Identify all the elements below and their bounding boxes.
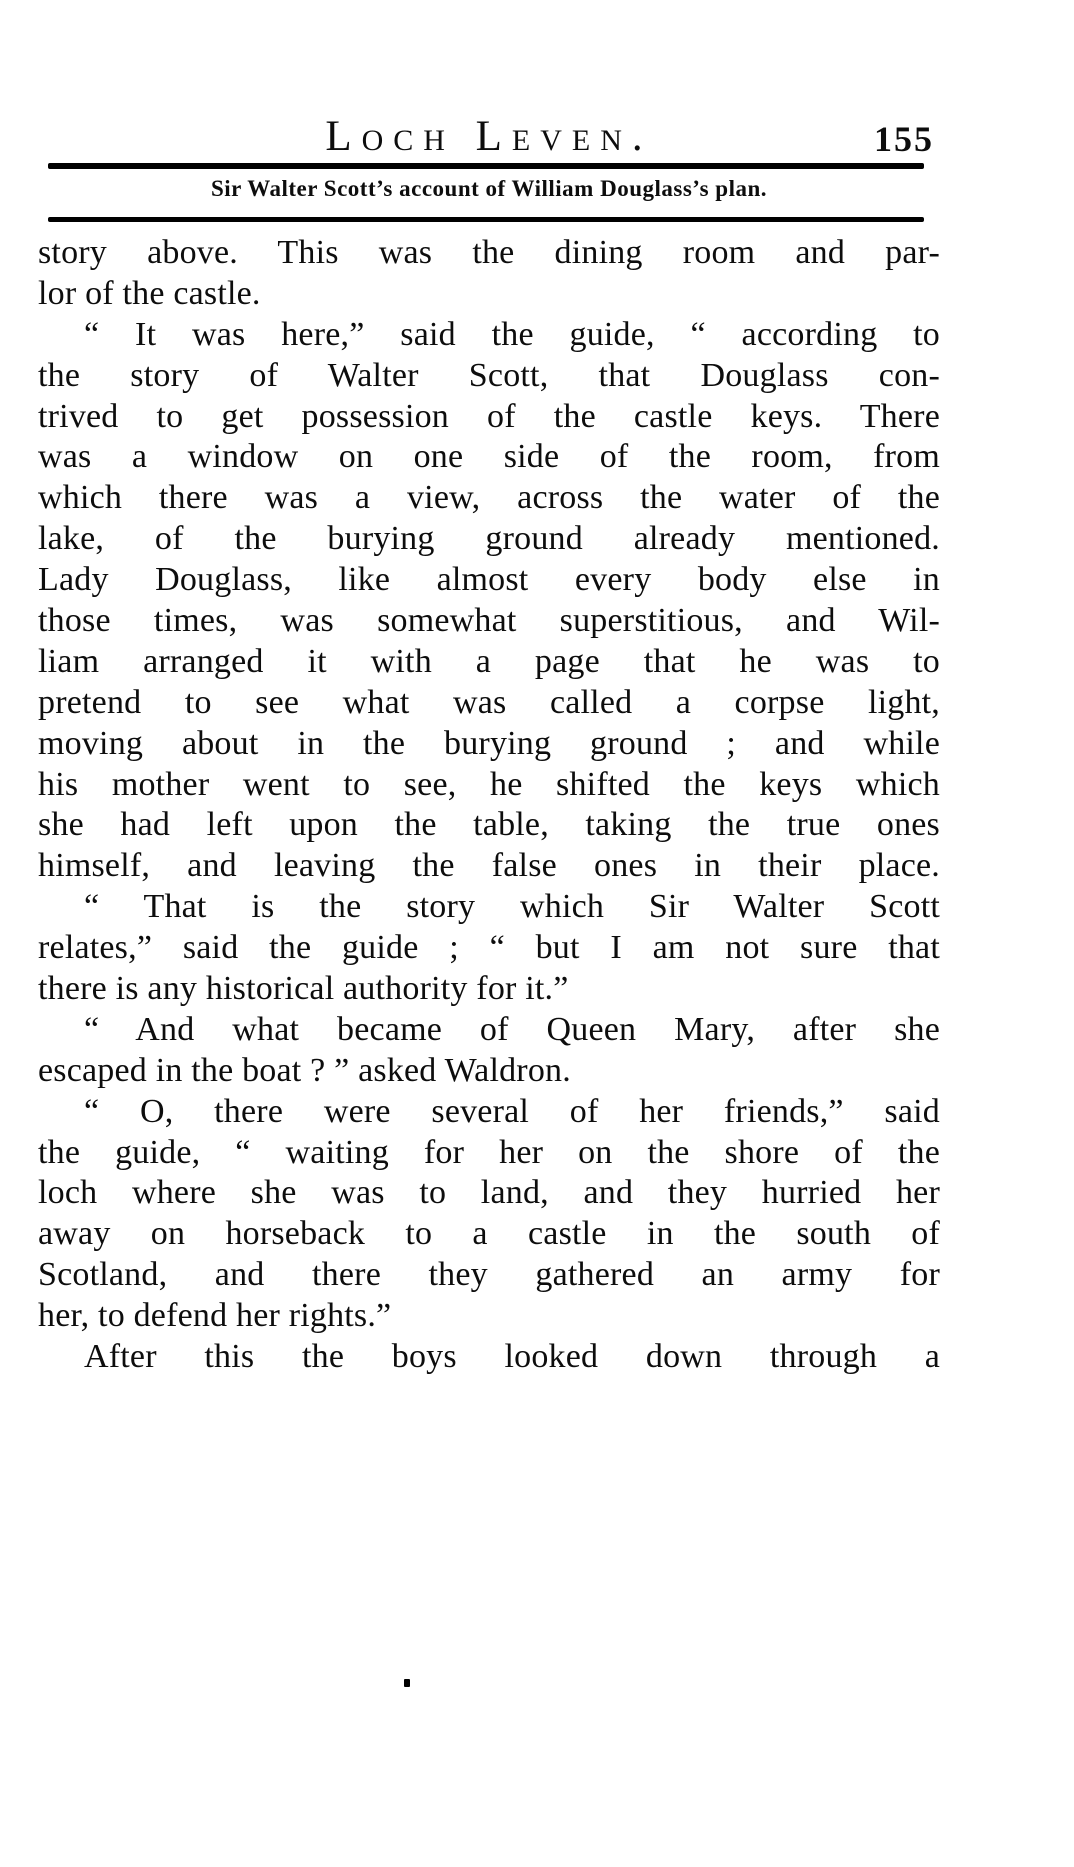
paragraph bbox=[38, 1092, 940, 1337]
paragraph bbox=[38, 887, 940, 1010]
text-line: was a window on one side of the room, from bbox=[38, 438, 940, 476]
text-line: moving about in the burying ground ; and while bbox=[38, 724, 940, 762]
text-line: “ That is the story which Sir Walter Scott bbox=[84, 888, 940, 926]
text-line: she had left upon the table, taking the true ones bbox=[38, 806, 940, 844]
text-line: “ And what became of Queen Mary, after she bbox=[84, 1010, 940, 1048]
text-line: escaped in the boat ? ” asked Waldron. bbox=[38, 1051, 571, 1089]
page-number: 155 bbox=[874, 119, 934, 159]
text-line: lake, of the burying ground already mentioned. bbox=[38, 520, 940, 558]
text-line: away on horseback to a castle in the south of bbox=[38, 1215, 940, 1253]
running-head: Sir Walter Scott’s account of William Douglass’s plan. bbox=[210, 176, 768, 201]
paragraph bbox=[38, 315, 940, 887]
header-rule-top bbox=[48, 163, 924, 169]
text-line: those times, was somewhat superstitious, and Wil- bbox=[38, 602, 940, 640]
text-column bbox=[38, 0, 940, 1867]
text-line: her, to defend her rights.” bbox=[38, 1297, 392, 1335]
paragraph bbox=[38, 233, 940, 315]
body-text bbox=[38, 233, 940, 1378]
paragraph bbox=[38, 1010, 940, 1092]
paragraph bbox=[38, 1337, 940, 1378]
text-line: “ O, there were several of her friends,” said bbox=[84, 1092, 940, 1130]
text-line: story above. This was the dining room and par- bbox=[38, 234, 940, 271]
text-line: After this the boys looked down through a bbox=[84, 1338, 940, 1376]
text-line: his mother went to see, he shifted the keys which bbox=[38, 765, 940, 803]
text-line: there is any historical authority for it.” bbox=[38, 970, 569, 1008]
text-line: relates,” said the guide ; “ but I am not sure that bbox=[38, 929, 940, 967]
text-line: loch where she was to land, and they hurried her bbox=[38, 1174, 940, 1212]
text-line: Scotland, and there they gathered an army for bbox=[38, 1256, 940, 1294]
text-line: himself, and leaving the false ones in their place. bbox=[38, 847, 940, 885]
text-line: liam arranged it with a page that he was to bbox=[38, 642, 940, 680]
header-rule-bottom bbox=[48, 217, 924, 222]
text-line: the guide, “ waiting for her on the shore of the bbox=[38, 1133, 940, 1171]
text-line: which there was a view, across the water of the bbox=[38, 479, 940, 517]
text-line: “ It was here,” said the guide, “ according to bbox=[84, 315, 940, 353]
text-line: trived to get possession of the castle keys. There bbox=[38, 397, 940, 435]
ink-speck-artifact bbox=[404, 1679, 410, 1687]
text-line: lor of the castle. bbox=[38, 274, 261, 312]
page-header-title: Loch Leven. bbox=[325, 113, 653, 160]
text-line: pretend to see what was called a corpse light, bbox=[38, 683, 940, 721]
text-line: Lady Douglass, like almost every body else in bbox=[38, 561, 940, 599]
text-line: the story of Walter Scott, that Douglass con- bbox=[38, 356, 940, 394]
